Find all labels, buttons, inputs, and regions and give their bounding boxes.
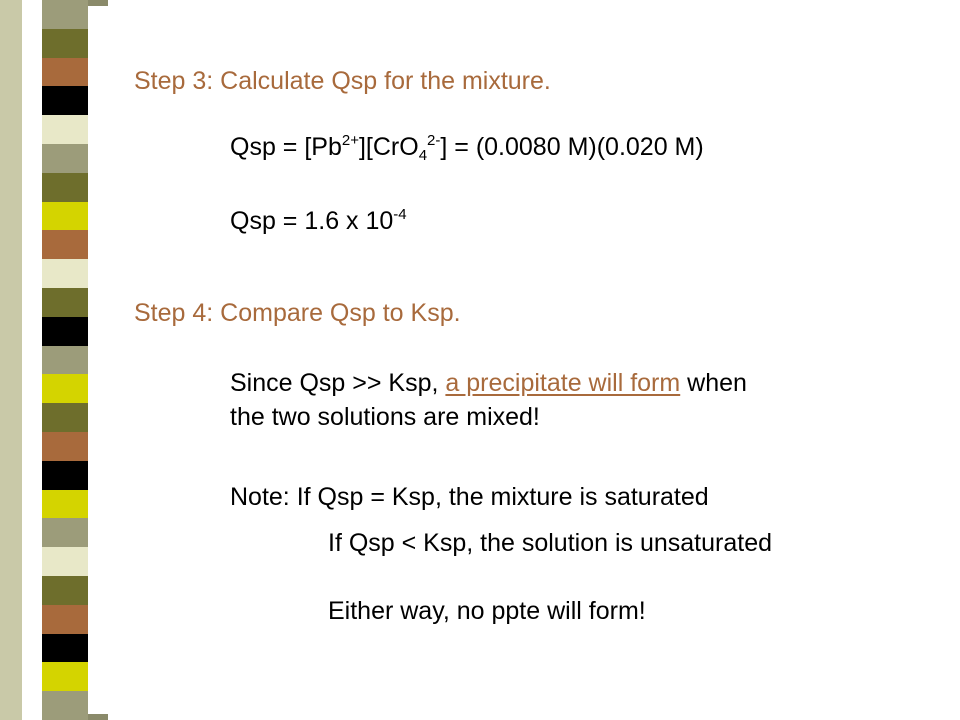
qsp-result [230,206,407,236]
stripe-block [42,374,88,403]
eq1-part-c: ] = (0.0080 M)(0.020 M) [440,133,704,161]
stripe-block [42,490,88,519]
stripe-block [42,576,88,605]
stripe-block [42,115,88,144]
stripe-block [42,202,88,231]
stripe-cap-top [88,0,108,6]
stripe-block [42,173,88,202]
stripe-block [42,461,88,490]
stripe-rule-left [0,0,22,720]
stripe-block [42,58,88,87]
stripe-block [42,86,88,115]
since-line-1 [230,368,747,398]
step3-heading: Step 3: Calculate Qsp for the mixture. [134,67,551,95]
stripe-block [42,144,88,173]
stripe-block [42,605,88,634]
qsp-equation [230,132,704,162]
stripe-block [42,403,88,432]
stripe-block [42,691,88,720]
stripe-block [42,346,88,375]
since-text-b: when [680,369,747,397]
stripe-block [42,0,88,29]
stripe-block [42,317,88,346]
note-line-2: If Qsp < Ksp, the solution is unsaturated [328,529,773,557]
eq1-part-a: Qsp = [Pb [230,133,342,161]
stripe-block [42,288,88,317]
stripe-cap-bottom [88,714,108,720]
eq2-sup: -4 [393,206,407,223]
stripe-block [42,29,88,58]
stripe-block [42,432,88,461]
stripe-block [42,662,88,691]
eq1-sub: 4 [418,147,428,164]
stripe-block [42,518,88,547]
since-text-a: Since Qsp >> Ksp, [230,369,446,397]
precipitate-link[interactable]: a precipitate will form [445,369,681,397]
stripe-block [42,259,88,288]
stripe-blocks [42,0,88,720]
since-line-2: the two solutions are mixed! [230,403,540,431]
eq1-sup-2: 2- [427,132,441,149]
note-line-1: Note: If Qsp = Ksp, the mixture is saturated [230,483,709,511]
step4-heading: Step 4: Compare Qsp to Ksp. [134,299,461,327]
eq2-part-a: Qsp = 1.6 x 10 [230,207,394,235]
stripe-block [42,547,88,576]
stripe-block [42,634,88,663]
eq1-part-b: ][CrO [358,133,419,161]
eq1-sup-1: 2+ [341,132,359,149]
stripe-block [42,230,88,259]
note-line-3: Either way, no ppte will form! [328,597,646,625]
